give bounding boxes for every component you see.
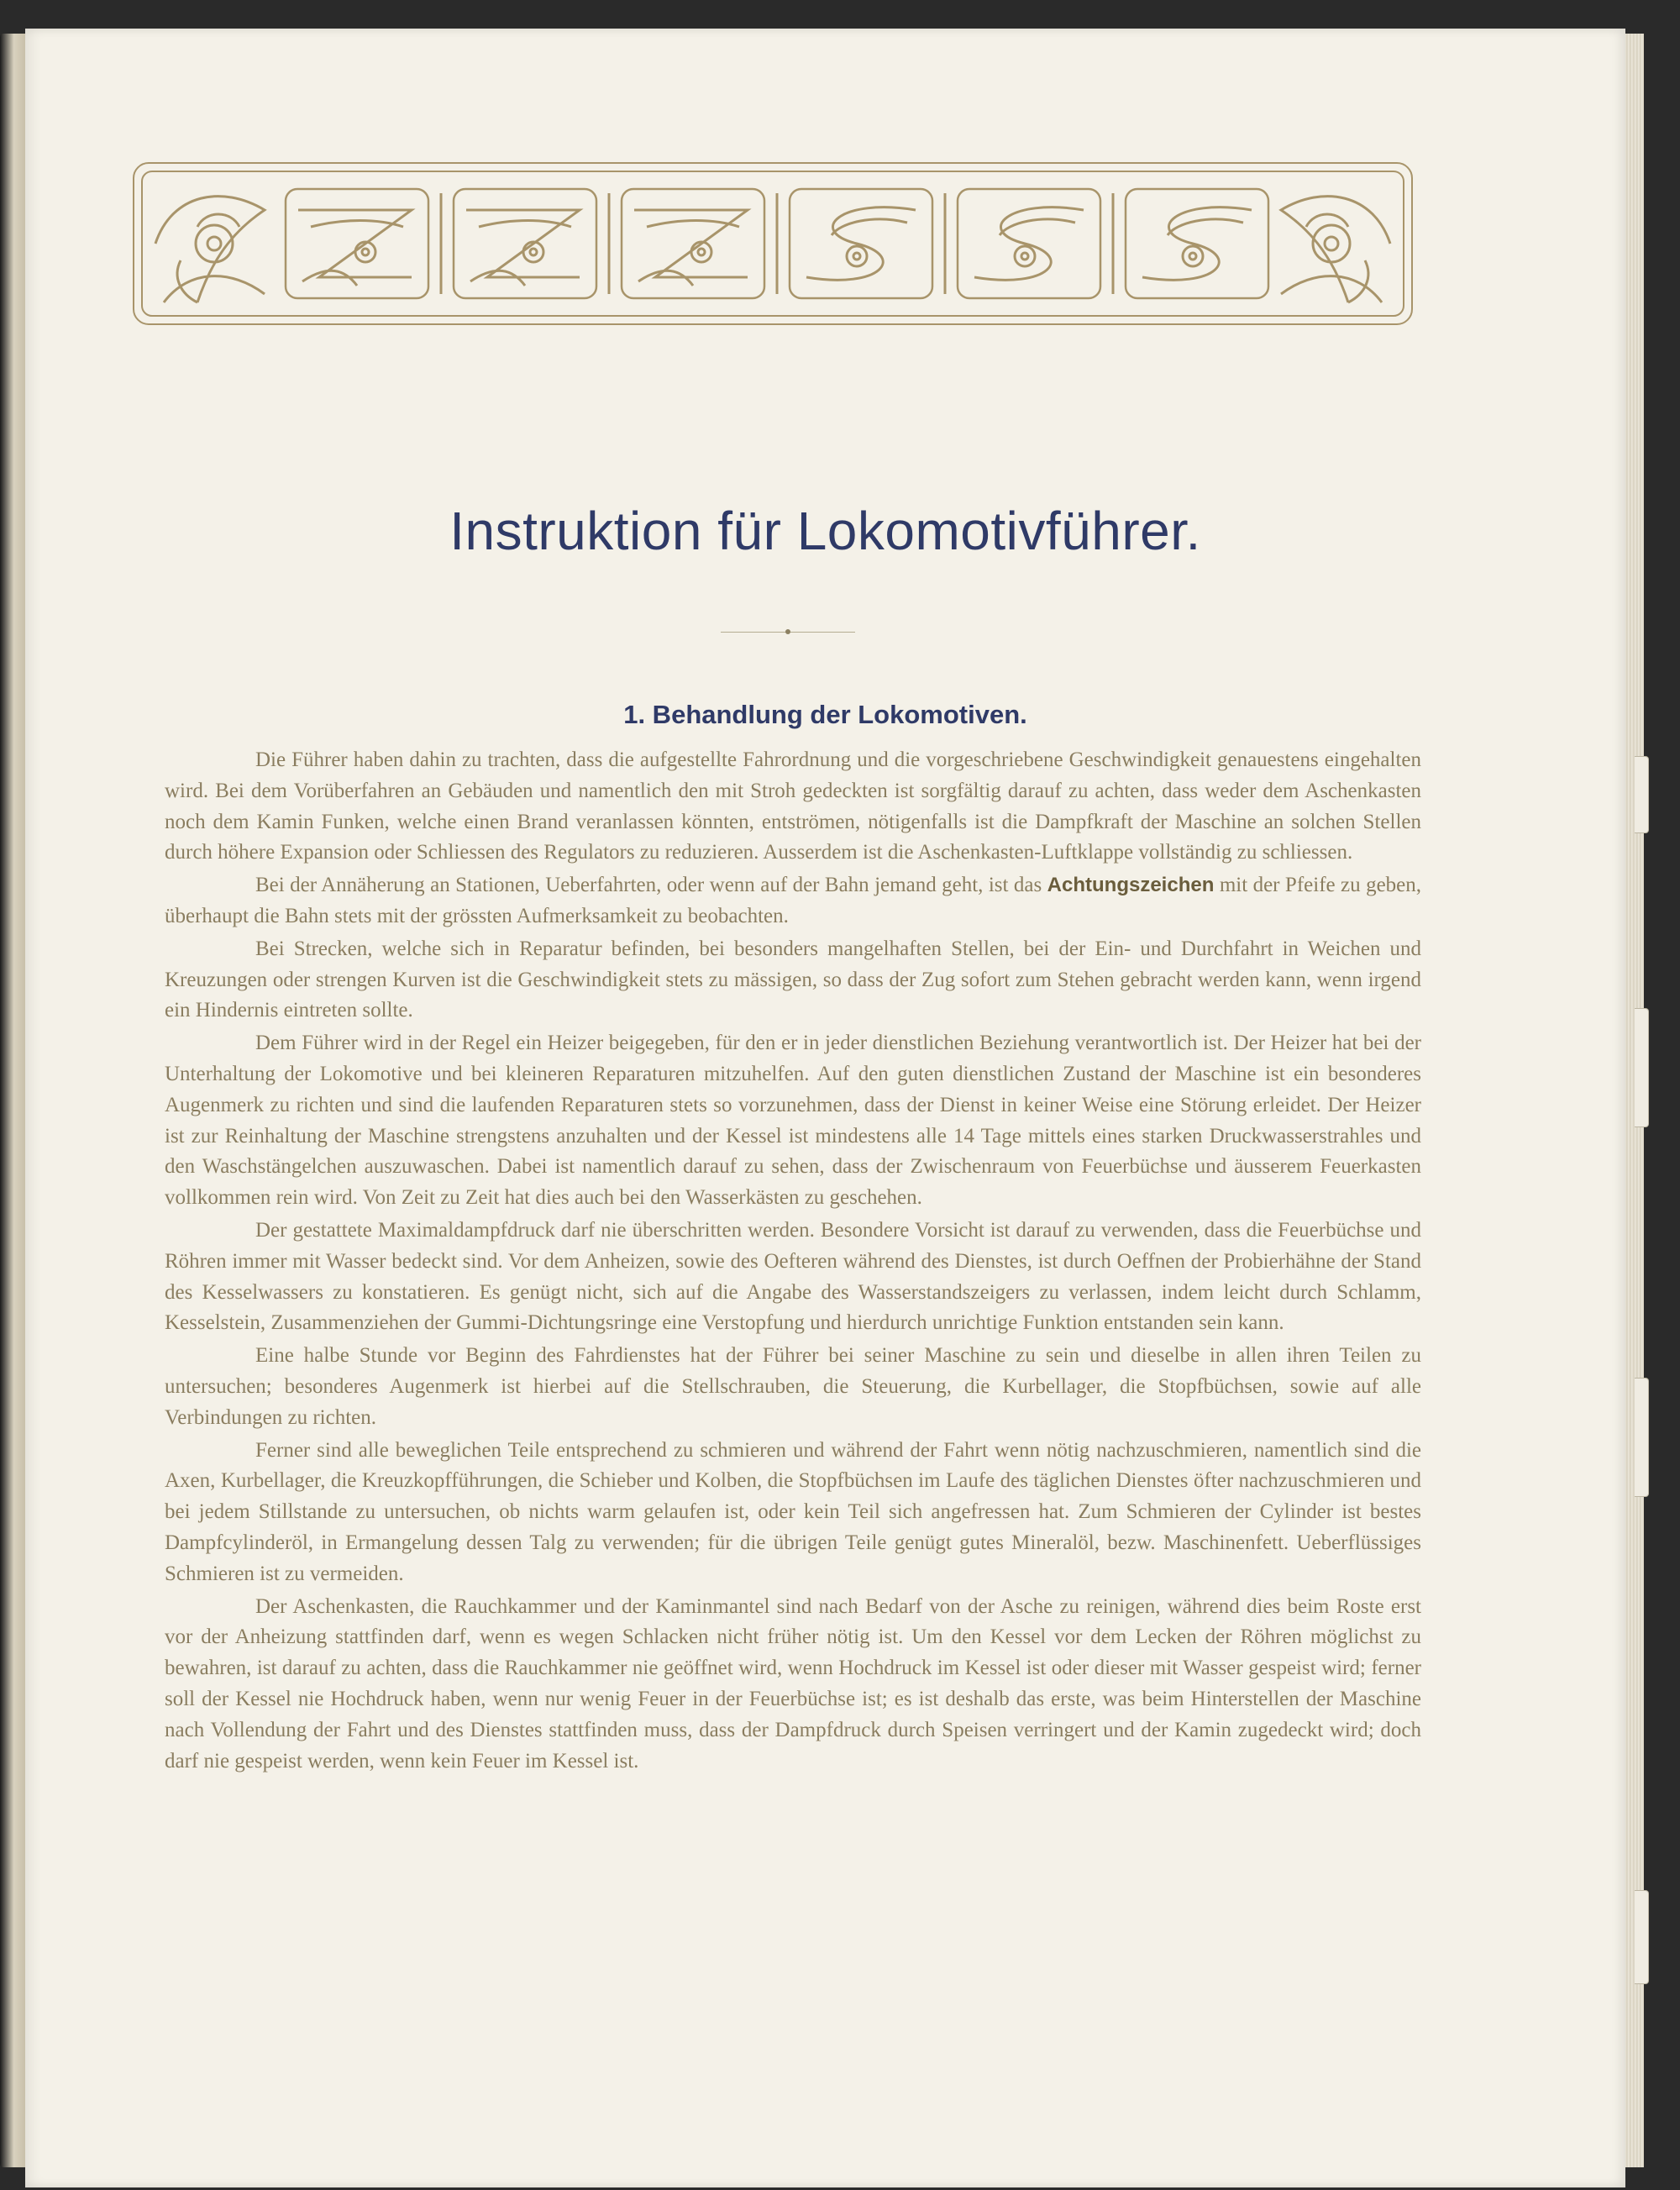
- divider-dot: [785, 629, 790, 634]
- book-spine-edge: [0, 34, 25, 2167]
- page-title: Instruktion für Lokomotivführer.: [449, 501, 1201, 561]
- page-tab: [1635, 1378, 1649, 1497]
- paragraph: Bei Strecken, welche sich in Reparatur befinden, bei besonders mangelhaften Stellen, bei der Ein- und Durchfahrt in Weichen und Kreuzungen oder strengen Kurven ist die Geschwindigkeit stets zu mässigen, so dass der Zug sofort zum Stehen gebracht werden kann, wenn irgend ein Hindernis eintreten sollte.: [165, 937, 1421, 1022]
- section-heading: 1. Behandlung der Lokomotiven.: [623, 700, 1027, 729]
- paragraph-text: mit der Pfeife zu geben, überhaupt die Bahn stets mit der grössten Aufmerksamkeit zu beobachten.: [165, 874, 1422, 927]
- paragraph: Der Aschenkasten, die Rauchkammer und der Kaminmantel sind nach Bedarf von der Asche zu reinigen, während dies beim Roste erst vor der Anheizung stattfinden darf, wenn es wegen Schlacken nicht früher nötig ist. Um den Kessel vor dem Lecken der Röhren möglichst zu bewahren, ist darauf zu achten, dass die Rauchkammer nie geöffnet wird, wenn Hochdruck im Kessel ist oder dieser mit Wasser gespeist wird; ferner soll der Kessel nie Hochdruck haben, wenn nur wenig Feuer in der Feuerbüchse ist; es ist deshalb das erste, was beim Hinterstellen der Maschine nach Vollendung der Fahrt und des Dienstes stattfinden muss, dass der Dampfdruck durch Speisen verringert und der Kamin zugedeckt wird; doch darf nie gespeist werden, wenn kein Feuer im Kessel ist.: [165, 1594, 1421, 1772]
- body-text: [165, 745, 1421, 1777]
- paragraph: [165, 870, 1421, 932]
- paragraph: Eine halbe Stunde vor Beginn des Fahrdienstes hat der Führer bei seiner Maschine zu sein und dieselbe in allen ihren Teilen zu untersuchen; besonderes Augenmerk ist hierbei auf die Stellschrauben, die Steuerung, die Kurbellager, die Stopfbüchsen, sowie auf alle Verbindungen zu richten.: [165, 1344, 1421, 1429]
- page-tab: [1635, 1008, 1649, 1127]
- emphasized-term: Achtungszeichen: [1047, 874, 1215, 897]
- paragraph: Dem Führer wird in der Regel ein Heizer beigegeben, für den er in jeder dienstlichen Beziehung verantwortlich ist. Der Heizer hat bei der Unterhaltung der Lokomotive und bei kleineren Reparaturen mitzuhelfen. Auf den guten dienstlichen Zustand der Maschine ist ein besonderes Augenmerk zu richten und sind die laufenden Reparaturen stets so vorzunehmen, dass der Dienst in keiner Weise eine Störung erleidet. Der Heizer ist zur Reinhaltung der Maschine strengstens anzuhalten und der Kessel ist mindestens alle 14 Tage mittels eines starken Druckwasserstrahles und den Waschstängelchen auszuwaschen. Dabei ist namentlich darauf zu sehen, dass der Zwischenraum von Feuerbüchse und äusserem Feuerkasten vollkommen rein wird. Von Zeit zu Zeit hat dies auch bei den Wasserkästen zu geschehen.: [165, 1032, 1421, 1210]
- paragraph: Der gestattete Maximaldampfdruck darf nie überschritten werden. Besondere Vorsicht ist darauf zu verwenden, dass die Feuerbüchse und Röhren immer mit Wasser bedeckt sind. Vor dem Anheizen, sowie des Oefteren während des Dienstes, ist durch Oeffnen der Probierhähne der Stand des Kesselwassers zu konstatieren. Es genügt nicht, sich auf die Angabe des Wasserstandszeigers zu verlassen, indem leicht durch Schlamm, Kesselstein, Zusammenziehen der Gummi-Dichtungsringe eine Verstopfung und hierdurch unrichtige Funktion entstanden sein kann.: [165, 1218, 1421, 1335]
- paragraph-text: Bei der Annäherung an Stationen, Ueberfahrten, oder wenn auf der Bahn jemand geht, ist das: [255, 874, 1042, 897]
- ornament-panels: [286, 189, 1268, 298]
- paragraph: Die Führer haben dahin zu trachten, dass die aufgestellte Fahrordnung und die vorgeschriebene Geschwindigkeit genauestens eingehalten wird. Bei dem Vorüberfahren an Gebäuden und namentlich den mit Stroh gedeckten ist sorgfältig darauf zu achten, dass weder dem Aschenkasten noch dem Kamin Funken, welche einen Brand veranlassen könnten, entströmen, nötigenfalls ist die Dampfkraft der Maschine an solchen Stellen durch höhere Expansion oder Schliessen des Regulators zu reduzieren. Ausserdem ist die Aschenkasten-Luftklappe vollständig zu schliessen.: [165, 748, 1421, 864]
- page-tab: [1635, 1890, 1649, 1984]
- paragraph: Ferner sind alle beweglichen Teile entsprechend zu schmieren und während der Fahrt wenn nötig nachzuschmieren, namentlich sind die Axen, Kurbellager, die Kreuzkopfführungen, die Schieber und Kolben, die Stopfbüchsen im Laufe des täglichen Dienstes öfter nachzuschmieren und bei jedem Stillstande zu untersuchen, ob nichts warm gelaufen ist, oder kein Teil sich angefressen hat. Zum Schmieren der Cylinder ist bestes Dampfcylinderöl, in Ermangelung dessen Talg zu verwenden; für die übrigen Teile genügt gutes Mineralöl, bezw. Maschinenfett. Ueberflüssiges Schmieren ist zu vermeiden.: [165, 1438, 1421, 1585]
- floral-corner-right: [1281, 197, 1390, 302]
- page-tab: [1635, 756, 1649, 833]
- floral-corner-left: [155, 197, 265, 302]
- decorative-header-border: [130, 160, 1415, 328]
